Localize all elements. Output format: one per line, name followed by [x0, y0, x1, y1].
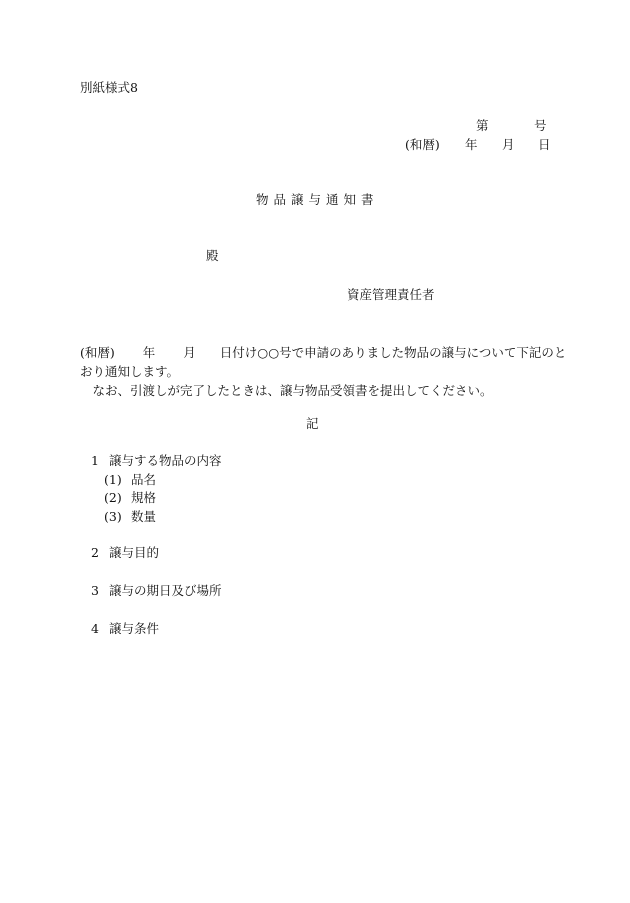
item-label: 譲与条件 [109, 621, 160, 636]
date-month: 月 [502, 137, 515, 152]
subitem-label: 品名 [131, 472, 157, 487]
list-item [91, 455, 222, 468]
item-number: 4 [91, 621, 99, 636]
subitem-number: (1) [104, 472, 122, 487]
date-year: 年 [465, 137, 478, 152]
item-number: 2 [91, 545, 99, 560]
item-number: 1 [91, 453, 99, 468]
addressee: 殿 [206, 248, 219, 263]
document-title: 物品譲与通知書 [256, 192, 379, 207]
subitem-number: (2) [104, 490, 122, 505]
subitem-label: 規格 [131, 490, 157, 505]
sub-list-item [104, 474, 156, 487]
subitem-number: (3) [104, 509, 122, 524]
body-date-era: (和暦) [80, 345, 115, 360]
item-label: 譲与する物品の内容 [109, 453, 222, 468]
date-day: 日 [538, 137, 551, 152]
body-paragraph [80, 343, 567, 400]
doc-number-prefix: 第 [476, 118, 489, 133]
item-label: 譲与の期日及び場所 [109, 583, 222, 598]
document-number [476, 120, 547, 133]
body-line-1-text: 日付け○○号で申請のありました物品の譲与について下記のと [219, 345, 567, 360]
sub-list-item [104, 511, 156, 524]
sub-list-item [104, 492, 156, 505]
ki-heading: 記 [306, 416, 319, 431]
body-date-month: 月 [183, 345, 196, 360]
doc-number-suffix: 号 [534, 118, 547, 133]
subitem-label: 数量 [131, 509, 157, 524]
body-date-year: 年 [142, 345, 156, 360]
body-line-1 [80, 343, 567, 362]
item-label: 譲与目的 [109, 545, 160, 560]
issue-date [405, 139, 551, 152]
list-item [91, 623, 159, 636]
list-item [91, 547, 159, 560]
issuer-title: 資産管理責任者 [347, 287, 435, 302]
list-item [91, 585, 222, 598]
item-number: 3 [91, 583, 99, 598]
date-era: (和暦) [405, 137, 440, 152]
form-number: 別紙様式8 [80, 80, 138, 95]
body-line-3: なお、引渡しが完了したときは、譲与物品受領書を提出してください。 [80, 383, 493, 398]
body-line-2: おり通知します。 [80, 364, 180, 379]
